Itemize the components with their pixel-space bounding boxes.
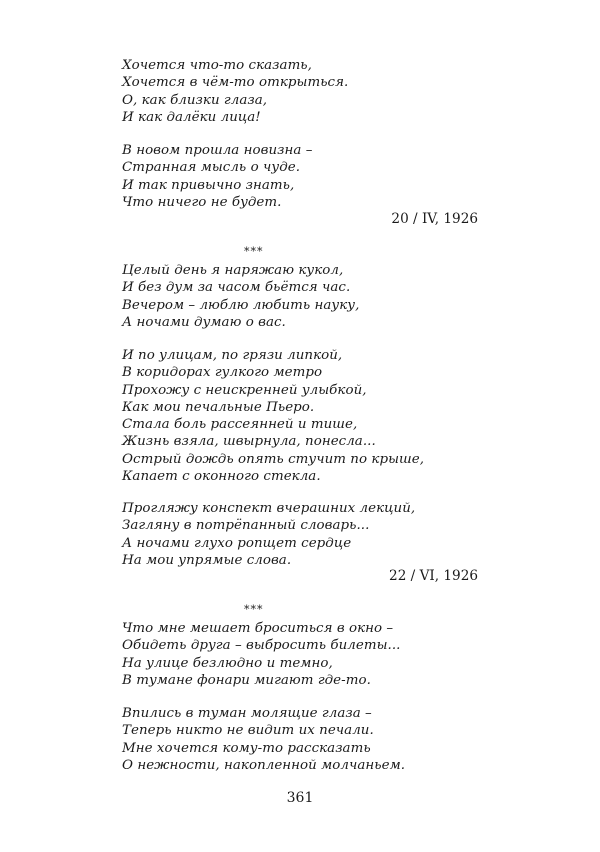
verse-line: И как далёки лица! (122, 109, 261, 125)
verse-line: Хочется в чём-то открыться. (122, 75, 349, 91)
verse-line: Хочется что-то сказать, (122, 58, 312, 73)
verse-line: И так привычно знать, (122, 177, 295, 193)
verse-line: Что мне мешает броситься в окно – (122, 621, 394, 636)
verse-line: Как мои печальные Пьеро. (122, 399, 315, 415)
verse-line: Обидеть друга – выбросить билеты... (122, 638, 401, 654)
verse-line: На улице безлюдно и темно, (122, 655, 333, 671)
section-separator: *** (244, 603, 264, 616)
verse-line: И по улицам, по грязи липкой, (122, 348, 343, 363)
verse-line: Впились в туман молящие глаза – (122, 706, 372, 721)
verse-line: О, как близки глаза, (122, 92, 268, 108)
verse-line: Жизнь взяла, швырнула, понесла... (122, 434, 376, 450)
poem1-stanza2 (122, 142, 502, 211)
verse-line: Теперь никто не видит их печали. (122, 723, 374, 739)
poem1-date: 20 / IV, 1926 (391, 211, 478, 227)
verse-line: В новом прошла новизна – (122, 143, 313, 158)
verse-line: В тумане фонари мигают где-то. (122, 672, 371, 688)
poem1-stanza1 (122, 57, 502, 126)
verse-line: Капает с оконного стекла. (122, 469, 321, 485)
poem3-stanza2 (122, 705, 502, 774)
poem2-stanza1 (122, 262, 502, 331)
verse-line: Стала боль рассеянней и тише, (122, 417, 358, 433)
verse-line: Прохожу с неискренней улыбкой, (122, 382, 367, 398)
poem2-date: 22 / VI, 1926 (389, 568, 478, 584)
poem3-stanza1 (122, 620, 502, 689)
verse-line: А ночами думаю о вас. (122, 314, 286, 330)
verse-line: Прогляжу конспект вчерашних лекций, (122, 501, 416, 516)
verse-line: Загляну в потрёпанный словарь... (122, 518, 370, 534)
section-separator: *** (244, 245, 264, 258)
verse-line: О нежности, накопленной молчаньем. (122, 757, 406, 773)
verse-line: Странная мысль о чуде. (122, 160, 301, 176)
verse-line: Вечером – люблю любить науку, (122, 297, 360, 313)
poem2-stanza3 (122, 500, 502, 569)
verse-line: Мне хочется кому-то рассказать (122, 740, 371, 756)
verse-line: Целый день я наряжаю кукол, (122, 263, 344, 278)
verse-line: Что ничего не будет. (122, 194, 282, 210)
verse-line: Острый дождь опять стучит по крыше, (122, 451, 425, 467)
verse-line: На мои упрямые слова. (122, 552, 292, 568)
verse-line: А ночами глухо ропщет сердце (122, 535, 352, 551)
verse-line: В коридорах гулкого метро (122, 365, 323, 381)
poem2-stanza2 (122, 347, 502, 485)
verse-line: И без дум за часом бьётся час. (122, 280, 351, 296)
page-number: 361 (286, 790, 314, 806)
